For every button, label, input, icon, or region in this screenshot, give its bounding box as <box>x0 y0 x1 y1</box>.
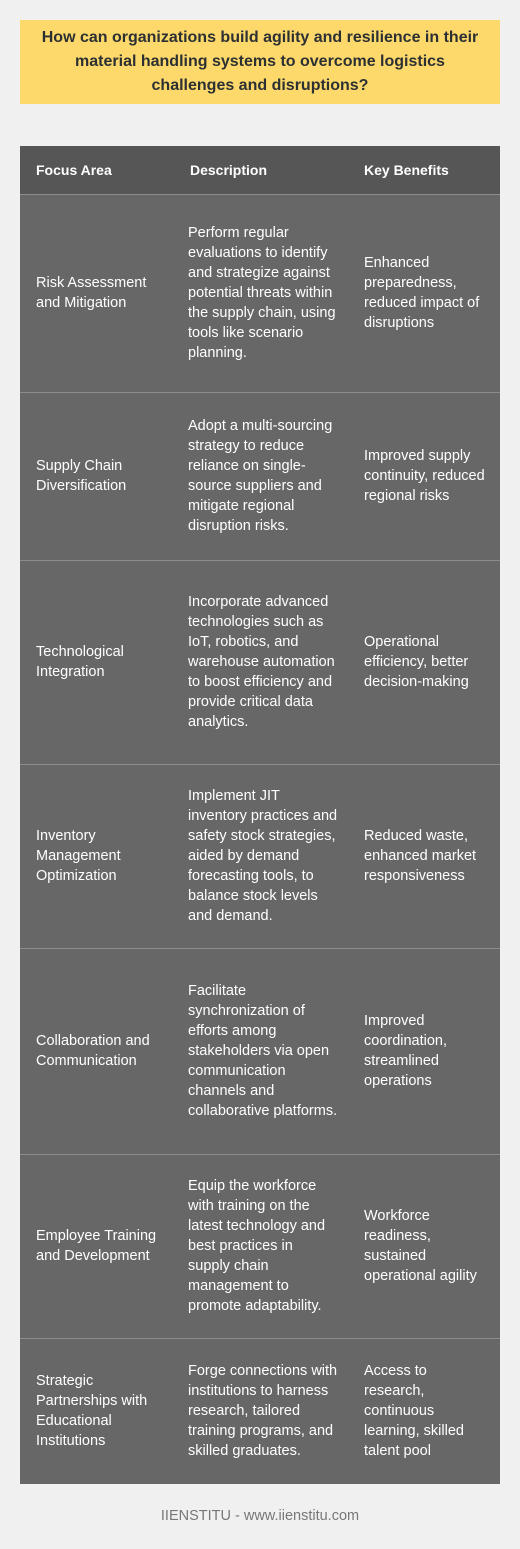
cell-key-benefits: Improved coordination, streamlined operations <box>348 948 500 1154</box>
table-row <box>20 1338 500 1484</box>
cell-description: Adopt a multi-sourcing strategy to reduce reliance on single-source suppliers and mitigate regional disruption risks. <box>174 392 348 560</box>
table-header-row <box>20 146 500 194</box>
table-row <box>20 764 500 948</box>
cell-focus-area: Supply Chain Diversification <box>20 392 174 560</box>
focus-area-table <box>20 146 500 1484</box>
cell-focus-area: Strategic Partnerships with Educational Institutions <box>20 1338 174 1484</box>
header-description: Description <box>174 146 348 194</box>
cell-description: Perform regular evaluations to identify and strategize against potential threats within the supply chain, using tools like scenario planning. <box>174 194 348 392</box>
table-row <box>20 392 500 560</box>
cell-focus-area: Technological Integration <box>20 560 174 764</box>
header-key-benefits: Key Benefits <box>348 146 500 194</box>
cell-description: Facilitate synchronization of efforts among stakeholders via open communication channels and collaborative platforms. <box>174 948 348 1154</box>
cell-key-benefits: Workforce readiness, sustained operational agility <box>348 1154 500 1338</box>
table-row <box>20 1154 500 1338</box>
cell-focus-area: Collaboration and Communication <box>20 948 174 1154</box>
page-title-text: How can organizations build agility and resilience in their material handling systems to overcome logistics challenges and disruptions? <box>41 29 479 94</box>
cell-key-benefits: Operational efficiency, better decision-making <box>348 560 500 764</box>
cell-focus-area: Inventory Management Optimization <box>20 764 174 948</box>
cell-description: Forge connections with institutions to harness research, tailored training programs, and skilled graduates. <box>174 1338 348 1484</box>
header-focus-area: Focus Area <box>20 146 174 194</box>
page-title <box>20 20 500 104</box>
cell-focus-area: Risk Assessment and Mitigation <box>20 194 174 392</box>
table-row <box>20 194 500 392</box>
cell-key-benefits: Enhanced preparedness, reduced impact of disruptions <box>348 194 500 392</box>
cell-focus-area: Employee Training and Development <box>20 1154 174 1338</box>
cell-description: Incorporate advanced technologies such as IoT, robotics, and warehouse automation to boost efficiency and provide critical data analytics. <box>174 560 348 764</box>
cell-key-benefits: Improved supply continuity, reduced regional risks <box>348 392 500 560</box>
cell-key-benefits: Access to research, continuous learning, skilled talent pool <box>348 1338 500 1484</box>
cell-description: Equip the workforce with training on the latest technology and best practices in supply chain management to promote adaptability. <box>174 1154 348 1338</box>
footer-credit: IIENSTITU - www.iienstitu.com <box>160 1508 360 1524</box>
cell-key-benefits: Reduced waste, enhanced market responsiveness <box>348 764 500 948</box>
table-row <box>20 948 500 1154</box>
table-row <box>20 560 500 764</box>
cell-description: Implement JIT inventory practices and safety stock strategies, aided by demand forecasting tools, to balance stock levels and demand. <box>174 764 348 948</box>
